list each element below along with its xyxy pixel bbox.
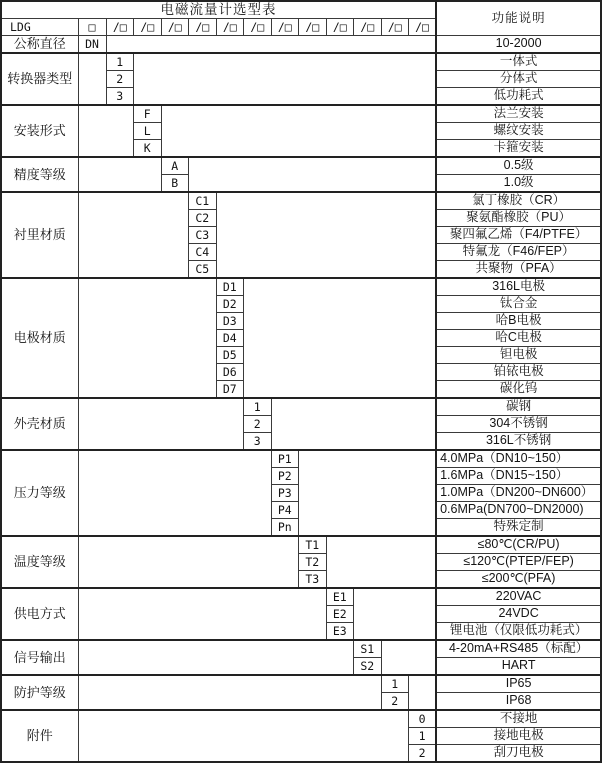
option-row	[1, 105, 601, 123]
option-description: 0.5级	[436, 157, 601, 175]
code-gap-left	[78, 450, 271, 536]
option-code: 1	[381, 675, 409, 693]
option-row	[1, 278, 601, 296]
option-description: 聚四氟乙烯（F4/PTFE）	[436, 227, 601, 244]
option-code: 2	[409, 745, 437, 763]
option-code: D3	[216, 313, 244, 330]
option-code: S2	[354, 658, 382, 676]
option-code: P1	[271, 450, 299, 468]
option-code: D5	[216, 347, 244, 364]
option-code: B	[161, 175, 189, 193]
option-code: E1	[326, 588, 354, 606]
option-code: 0	[409, 710, 437, 728]
model-code-box: /□	[216, 19, 244, 36]
title-row	[1, 1, 601, 19]
diameter-gap	[106, 36, 436, 54]
option-description: 特殊定制	[436, 519, 601, 537]
option-code: 1	[244, 398, 272, 416]
option-code: 2	[381, 693, 409, 711]
model-code-box: /□	[189, 19, 217, 36]
option-description: 碳化钨	[436, 381, 601, 399]
option-row	[1, 675, 601, 693]
option-description: ≤120℃(PTEP/FEP)	[436, 554, 601, 571]
model-code-box: /□	[134, 19, 162, 36]
option-description: 4-20mA+RS485（标配）	[436, 640, 601, 658]
option-description: 316L电极	[436, 278, 601, 296]
option-code: D1	[216, 278, 244, 296]
option-code: 3	[106, 88, 134, 106]
diameter-description: 10-2000	[436, 36, 601, 54]
diameter-code: DN	[78, 36, 106, 54]
option-code: P3	[271, 485, 299, 502]
option-description: 特氟龙（F46/FEP）	[436, 244, 601, 261]
option-description: 分体式	[436, 71, 601, 88]
option-row	[1, 640, 601, 658]
option-description: 一体式	[436, 53, 601, 71]
table-title: 电磁流量计选型表	[1, 1, 436, 19]
code-gap-right	[271, 398, 436, 450]
code-gap-left	[78, 675, 381, 710]
code-gap-right	[354, 588, 437, 640]
option-description: 0.6MPa(DN700~DN2000)	[436, 502, 601, 519]
option-description: 1.0MPa（DN200~DN600）	[436, 485, 601, 502]
code-gap-right	[299, 450, 437, 536]
option-code: E2	[326, 606, 354, 623]
group-label: 精度等级	[1, 157, 78, 192]
model-first-code-box: □	[78, 19, 106, 36]
option-description: 哈C电极	[436, 330, 601, 347]
group-label: 信号输出	[1, 640, 78, 675]
option-code: 3	[244, 433, 272, 451]
option-code: C2	[189, 210, 217, 227]
option-description: 法兰安装	[436, 105, 601, 123]
option-description: IP65	[436, 675, 601, 693]
group-label: 转换器类型	[1, 53, 78, 105]
model-code-box: /□	[244, 19, 272, 36]
option-code: C1	[189, 192, 217, 210]
option-description: 钽电极	[436, 347, 601, 364]
model-code-box: /□	[299, 19, 327, 36]
option-description: ≤80℃(CR/PU)	[436, 536, 601, 554]
code-gap-left	[78, 536, 299, 588]
option-code: S1	[354, 640, 382, 658]
code-gap-left	[78, 105, 134, 157]
option-code: C4	[189, 244, 217, 261]
option-description: 不接地	[436, 710, 601, 728]
option-code: 2	[106, 71, 134, 88]
group-label: 供电方式	[1, 588, 78, 640]
model-prefix: LDG	[1, 19, 78, 36]
option-code: T2	[299, 554, 327, 571]
option-code: C5	[189, 261, 217, 279]
option-code: A	[161, 157, 189, 175]
group-label: 附件	[1, 710, 78, 762]
code-gap-left	[78, 710, 409, 762]
option-code: D7	[216, 381, 244, 399]
code-gap-left	[78, 192, 189, 278]
option-code: D6	[216, 364, 244, 381]
option-description: 碳钢	[436, 398, 601, 416]
option-code: T3	[299, 571, 327, 589]
option-description: IP68	[436, 693, 601, 711]
option-description: 氯丁橡胶（CR）	[436, 192, 601, 210]
group-label: 安装形式	[1, 105, 78, 157]
code-gap-right	[244, 278, 437, 398]
option-code: Pn	[271, 519, 299, 537]
option-description: 螺纹安装	[436, 123, 601, 140]
option-description: 刮刀电极	[436, 745, 601, 763]
option-description: 1.6MPa（DN15~150）	[436, 468, 601, 485]
option-row	[1, 450, 601, 468]
option-description: 接地电极	[436, 728, 601, 745]
option-row	[1, 398, 601, 416]
option-code: F	[134, 105, 162, 123]
code-gap-right	[189, 157, 437, 192]
option-description: 4.0MPa（DN10~150）	[436, 450, 601, 468]
code-gap-right	[161, 105, 436, 157]
code-gap-left	[78, 278, 216, 398]
option-code: 1	[106, 53, 134, 71]
model-code-box: /□	[326, 19, 354, 36]
code-gap-right	[216, 192, 436, 278]
option-code: C3	[189, 227, 217, 244]
option-description: 1.0级	[436, 175, 601, 193]
diameter-label: 公称直径	[1, 36, 78, 54]
function-column-header: 功能说明	[436, 1, 601, 36]
group-label: 衬里材质	[1, 192, 78, 278]
option-description: 共聚物（PFA）	[436, 261, 601, 279]
code-gap-right	[381, 640, 436, 675]
code-gap-right	[409, 675, 437, 710]
group-label: 防护等级	[1, 675, 78, 710]
option-description: ≤200℃(PFA)	[436, 571, 601, 589]
code-gap-left	[78, 53, 106, 105]
option-description: 聚氨酯橡胶（PU）	[436, 210, 601, 227]
option-description: HART	[436, 658, 601, 676]
model-code-box: /□	[381, 19, 409, 36]
option-row	[1, 53, 601, 71]
option-description: 卡箍安装	[436, 140, 601, 158]
option-code: 2	[244, 416, 272, 433]
model-code-box: /□	[161, 19, 189, 36]
option-code: K	[134, 140, 162, 158]
code-gap-left	[78, 157, 161, 192]
option-code: P2	[271, 468, 299, 485]
option-code: D2	[216, 296, 244, 313]
group-label: 温度等级	[1, 536, 78, 588]
option-code: D4	[216, 330, 244, 347]
code-gap-left	[78, 640, 354, 675]
group-label: 外壳材质	[1, 398, 78, 450]
option-description: 220VAC	[436, 588, 601, 606]
option-row	[1, 192, 601, 210]
option-code: P4	[271, 502, 299, 519]
option-description: 304不锈钢	[436, 416, 601, 433]
option-row	[1, 588, 601, 606]
code-gap-left	[78, 588, 326, 640]
option-code: T1	[299, 536, 327, 554]
model-code-box: /□	[409, 19, 437, 36]
option-code: L	[134, 123, 162, 140]
option-description: 316L不锈钢	[436, 433, 601, 451]
option-description: 钛合金	[436, 296, 601, 313]
option-description: 低功耗式	[436, 88, 601, 106]
code-gap-right	[134, 53, 437, 105]
group-label: 压力等级	[1, 450, 78, 536]
model-code-box: /□	[106, 19, 134, 36]
diameter-row	[1, 36, 601, 54]
option-code: 1	[409, 728, 437, 745]
option-row	[1, 536, 601, 554]
option-description: 铂铱电极	[436, 364, 601, 381]
code-gap-left	[78, 398, 244, 450]
code-gap-right	[326, 536, 436, 588]
option-code: E3	[326, 623, 354, 641]
option-description: 锂电池（仅限低功耗式）	[436, 623, 601, 641]
group-label: 电极材质	[1, 278, 78, 398]
model-code-box: /□	[354, 19, 382, 36]
option-row	[1, 710, 601, 728]
model-code-box: /□	[271, 19, 299, 36]
option-row	[1, 157, 601, 175]
option-description: 哈B电极	[436, 313, 601, 330]
option-description: 24VDC	[436, 606, 601, 623]
